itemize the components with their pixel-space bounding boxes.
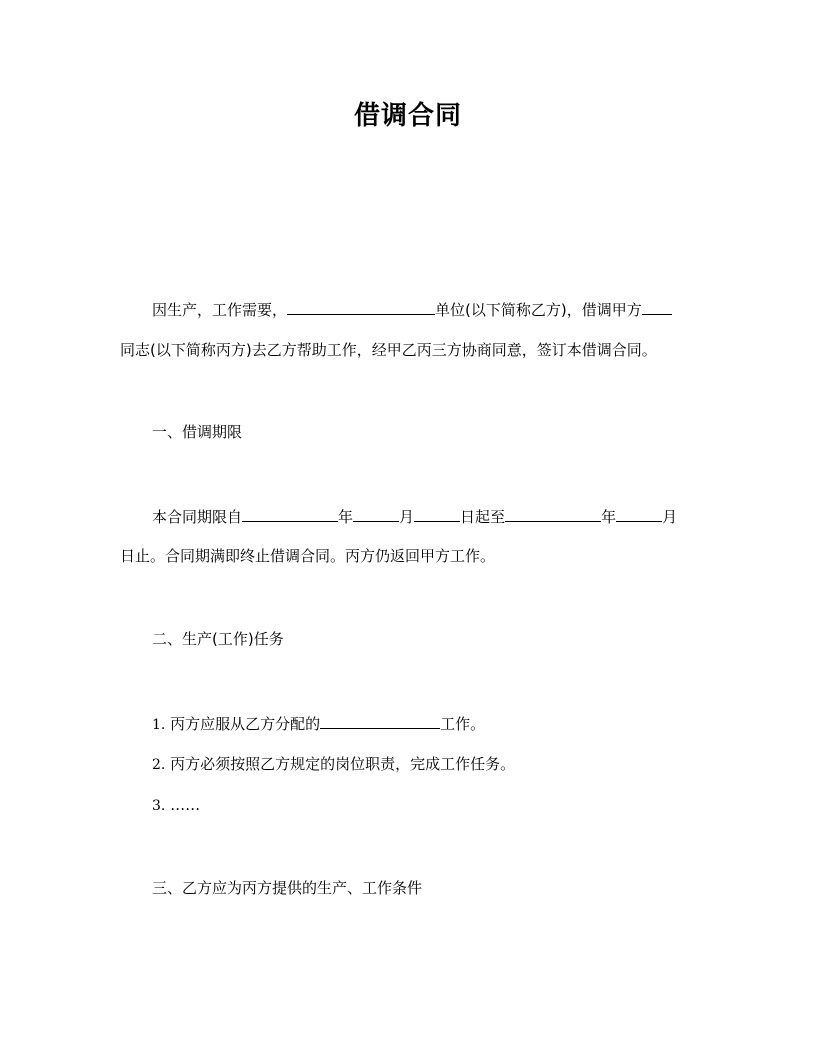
task-item-2-text: 丙方必须按照乙方规定的岗位职责，完成工作任务。 (170, 755, 516, 773)
document-title: 借调合同 (353, 101, 462, 131)
blank-start-day[interactable] (414, 505, 460, 522)
task-item-1-number: 1. (152, 717, 166, 733)
task-item-3-number: 3. (152, 798, 166, 814)
intro-text-1b: 单位(以下简称乙方)，借调甲方 (435, 301, 642, 319)
section-heading-task: 二、生产(工作)任务 (152, 630, 284, 648)
term-text-start: 本合同期限自 (152, 508, 243, 526)
task-item-3-text: …… (170, 796, 201, 814)
term-month-label: 月 (399, 508, 415, 526)
intro-line-2: 同志(以下简称丙方)去乙方帮助工作，经甲乙丙三方协商同意，签订本借调合同。 (120, 341, 657, 359)
blank-unit-name[interactable] (287, 298, 435, 315)
section-heading-conditions: 三、乙方应为丙方提供的生产、工作条件 (152, 879, 423, 897)
term-end-year-label: 年 (601, 508, 617, 526)
blank-start-year[interactable] (242, 505, 338, 522)
blank-end-month[interactable] (616, 505, 662, 522)
task-item-2 (152, 754, 515, 775)
blank-start-month[interactable] (353, 505, 399, 522)
blank-end-year[interactable] (505, 505, 601, 522)
blank-assigned-work[interactable] (320, 712, 440, 729)
term-line-2: 日止。合同期满即终止借调合同。丙方仍返回甲方工作。 (120, 547, 496, 565)
intro-line-1 (152, 298, 672, 320)
blank-comrade-name[interactable] (642, 298, 672, 315)
task-item-1-text-b: 工作。 (440, 715, 486, 733)
term-year-label: 年 (338, 508, 354, 526)
task-item-1-text-a: 丙方应服从乙方分配的 (170, 715, 321, 733)
section-heading-term: 一、借调期限 (152, 423, 243, 441)
term-end-month-label: 月 (662, 508, 678, 526)
term-line-1 (152, 505, 677, 527)
term-day-to-label: 日起至 (460, 508, 506, 526)
task-item-2-number: 2. (152, 757, 166, 773)
intro-text-1a: 因生产，工作需要， (152, 301, 288, 319)
task-item-3 (152, 795, 200, 816)
task-item-1 (152, 712, 485, 735)
